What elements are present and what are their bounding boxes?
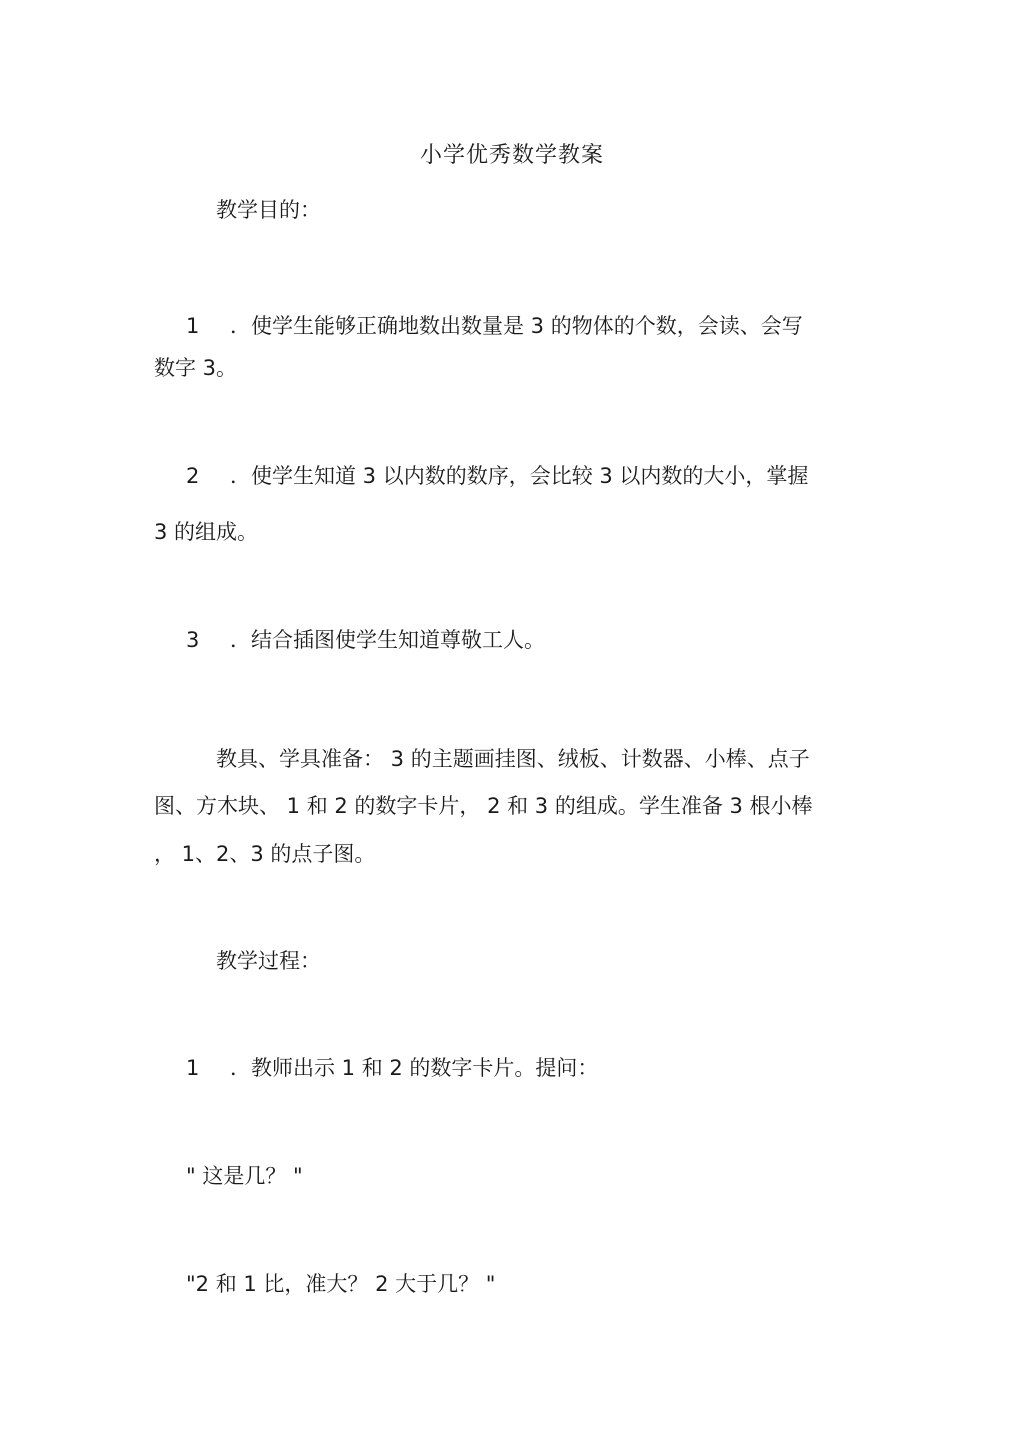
prep-line-1: 教具、学具准备： 3 的主题画挂图、绒板、计数器、小棒、点子: [216, 747, 810, 771]
prep-line-2: 图、方木块、 1 和 2 的数字卡片， 2 和 3 的组成。学生准备 3 根小棒: [154, 794, 813, 818]
document-title: 小学优秀数学教案: [419, 143, 604, 168]
quote-question-1: " 这是几？ ": [186, 1164, 303, 1188]
goal-1-line-2: 数字 3。: [154, 356, 238, 380]
prep-line-3: ， 1、2、3 的点子图。: [154, 842, 376, 866]
step-1-line-1: [186, 1054, 598, 1082]
step-1-number: 1: [186, 1056, 200, 1080]
goal-3-number: 3: [186, 628, 200, 652]
quote-question-2: "2 和 1 比，准大？ 2 大于几？ ": [186, 1272, 496, 1296]
goal-1-text: ．使学生能够正确地数出数量是 3 的物体的个数，会读、会写: [230, 314, 803, 338]
process-heading: 教学过程：: [216, 949, 321, 973]
goal-3-text: ．结合插图使学生知道尊敬工人。: [230, 628, 545, 652]
goal-2-text: ．使学生知道 3 以内数的数序，会比较 3 以内数的大小，掌握: [230, 464, 809, 488]
goal-3-line-1: [186, 626, 545, 654]
goal-2-number: 2: [186, 464, 200, 488]
step-1-text: ．教师出示 1 和 2 的数字卡片。提问：: [230, 1056, 599, 1080]
goal-1-number: 1: [186, 314, 200, 338]
goal-1-line-1: [186, 312, 803, 340]
goal-2-line-2: 3 的组成。: [154, 520, 259, 544]
goal-2-line-1: [186, 462, 808, 490]
goals-heading: 教学目的：: [216, 198, 321, 222]
